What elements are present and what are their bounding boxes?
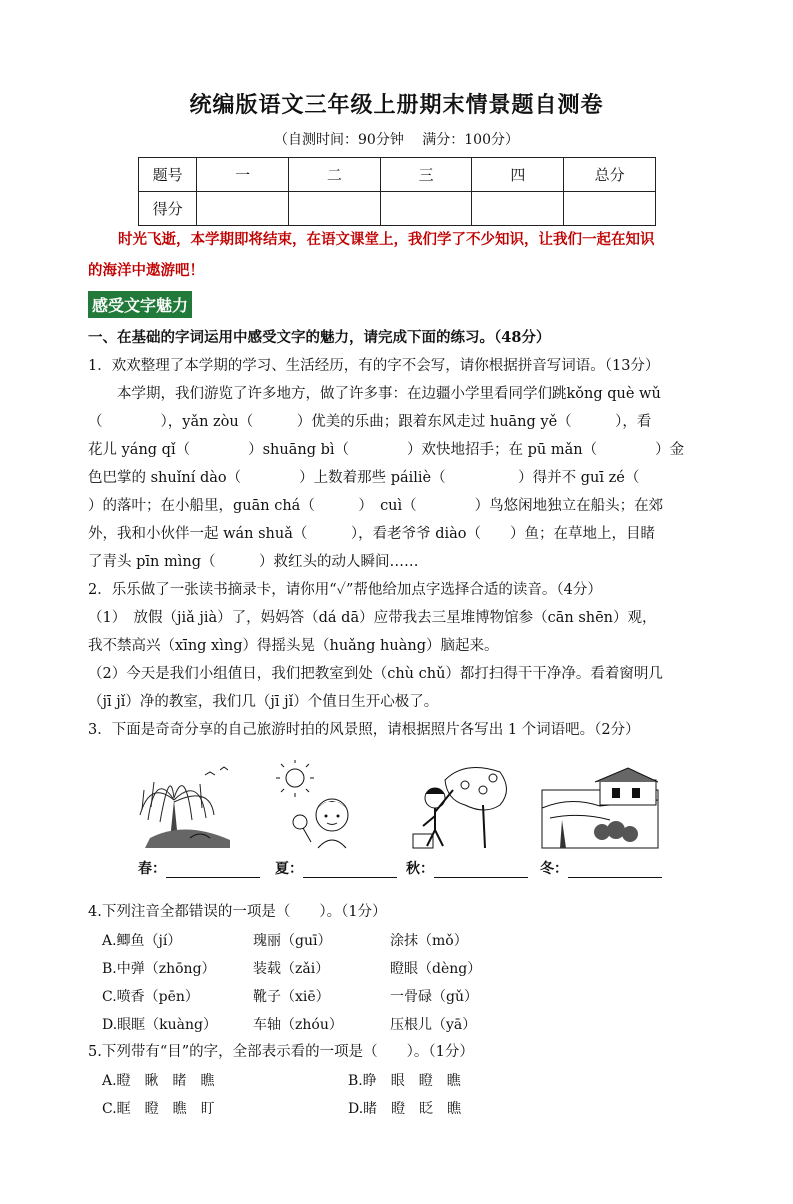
season-label: 冬：: [540, 861, 568, 877]
q4-option: 靴子（xiē）: [253, 989, 330, 1005]
part1-heading: 一、在基础的字词运用中感受文字的魅力，请完成下面的练习。（48分）: [88, 329, 551, 346]
table-cell: 得分: [139, 192, 197, 226]
q4-option: D.眼眶（kuàng）: [102, 1017, 218, 1033]
autumn-harvest-picture: [405, 760, 515, 850]
season-label: 夏：: [275, 861, 303, 877]
score-input-cell[interactable]: [197, 192, 289, 226]
table-cell: 四: [472, 158, 564, 192]
q4-option: B.中弹（zhōng）: [102, 961, 216, 977]
intro-line: 时光飞逝，本学期即将结束，在语文课堂上，我们学了不少知识，让我们一起在知识: [118, 231, 655, 248]
q5-option: C.眶 瞪 瞧 盯: [102, 1101, 215, 1117]
q4-option: A.鲫鱼（jí）: [102, 933, 182, 949]
season-label: 秋：: [406, 861, 434, 877]
score-input-cell[interactable]: [472, 192, 564, 226]
q1-line: 本学期，我们游览了许多地方，做了许多事：在边疆小学里看同学们跳kǒng què wǔ: [88, 386, 661, 402]
spring-willow-picture: [130, 760, 240, 850]
q4-option: 压根儿（yā）: [390, 1017, 477, 1033]
section-badge: 感受文字魅力: [88, 291, 192, 318]
q4-option: 装载（zǎi）: [253, 961, 330, 977]
q2-line: 我不禁高兴（xīng xìng）得摇头晃（huǎng huàng）脑起来。: [88, 638, 499, 654]
score-table-row: [139, 192, 656, 226]
score-table-row: [139, 158, 656, 192]
q4-option: 涂抹（mǒ）: [390, 933, 468, 949]
answer-blank[interactable]: [166, 863, 260, 878]
exam-subtitle: （自测时间：90分钟 满分：100分）: [274, 132, 519, 148]
table-cell: 总分: [564, 158, 656, 192]
score-input-cell[interactable]: [564, 192, 656, 226]
q1-line: 了青头 pīn mìng（ ）救红头的动人瞬间……: [88, 554, 419, 570]
q1-line: ）的落叶；在小船里，guān chá（ ） cuì（ ）鸟悠闲地独立在船头；在郊: [88, 498, 664, 514]
q5-option: B.睁 眼 瞪 瞧: [348, 1073, 461, 1089]
score-input-cell[interactable]: [380, 192, 472, 226]
table-cell: 二: [289, 158, 381, 192]
spring-answer: [138, 858, 260, 878]
score-table: [138, 157, 656, 226]
q4-option: 一骨碌（gǔ）: [390, 989, 478, 1005]
answer-blank[interactable]: [434, 863, 528, 878]
q1-line: 花儿 yáng qǐ（ ）shuāng bì（ ）欢快地招手；在 pū mǎn（ ）金: [88, 442, 685, 458]
table-cell: 三: [380, 158, 472, 192]
answer-blank[interactable]: [568, 863, 662, 878]
table-cell: 一: [197, 158, 289, 192]
summer-child-picture: [270, 760, 380, 850]
q5-option: A.瞪 瞅 睹 瞧: [102, 1073, 215, 1089]
exam-title: 统编版语文三年级上册期末情景题自测卷: [189, 93, 604, 118]
q2-line: （jī jǐ）净的教室，我们几（jī jǐ）个值日生开心极了。: [88, 694, 439, 710]
intro-line: 的海洋中遨游吧！: [88, 262, 204, 279]
answer-blank[interactable]: [303, 863, 397, 878]
q1-line: （ ），yǎn zòu（ ）优美的乐曲；跟着东风走过 huāng yě（ ），看: [88, 414, 652, 430]
winter-answer: [540, 858, 662, 878]
scenery-photos: [130, 760, 670, 850]
q4-option: 车轴（zhóu）: [253, 1017, 343, 1033]
autumn-answer: [406, 858, 528, 878]
q4-option: C.喷香（pēn）: [102, 989, 199, 1005]
q5-option: D.睹 瞪 眨 瞧: [348, 1101, 462, 1117]
table-cell: 题号: [139, 158, 197, 192]
q4-option: 瞪眼（dèng）: [390, 961, 482, 977]
q2-stem: 2．乐乐做了一张读书摘录卡，请你用“✓”帮他给加点字选择合适的读音。（4分）: [88, 582, 602, 598]
q4-stem: 4.下列注音全都错误的一项是（ ）。（1分）: [88, 904, 387, 920]
q3-stem: 3．下面是奇奇分享的自己旅游时拍的风景照，请根据照片各写出 1 个词语吧。（2分）: [88, 722, 640, 738]
winter-cottage-picture: [540, 760, 660, 850]
summer-answer: [275, 858, 397, 878]
q4-option: 瑰丽（guī）: [253, 933, 332, 949]
q2-line: （2）今天是我们小组值日，我们把教室到处（chù chǔ）都打扫得干干净净。看着窗明几: [88, 666, 663, 682]
q1-line: 外，我和小伙伴一起 wán shuǎ（ ），看老爷爷 diào（ ）鱼；在草地上，目睹: [88, 526, 656, 542]
q1-line: 色巴掌的 shuǐní dào（ ）上数着那些 páiliè（ ）得并不 guī zé（: [88, 470, 640, 486]
q1-stem: 1．欢欢整理了本学期的学习、生活经历，有的字不会写，请你根据拼音写词语。（13分）: [88, 358, 660, 374]
score-input-cell[interactable]: [289, 192, 381, 226]
season-label: 春：: [138, 861, 166, 877]
q5-stem: 5.下列带有“目”的字，全部表示看的一项是（ ）。（1分）: [88, 1044, 474, 1060]
q2-line: （1） 放假（jiǎ jià）了，妈妈答（dá dā）应带我去三星堆博物馆参（cān shēn）观，: [88, 610, 657, 626]
